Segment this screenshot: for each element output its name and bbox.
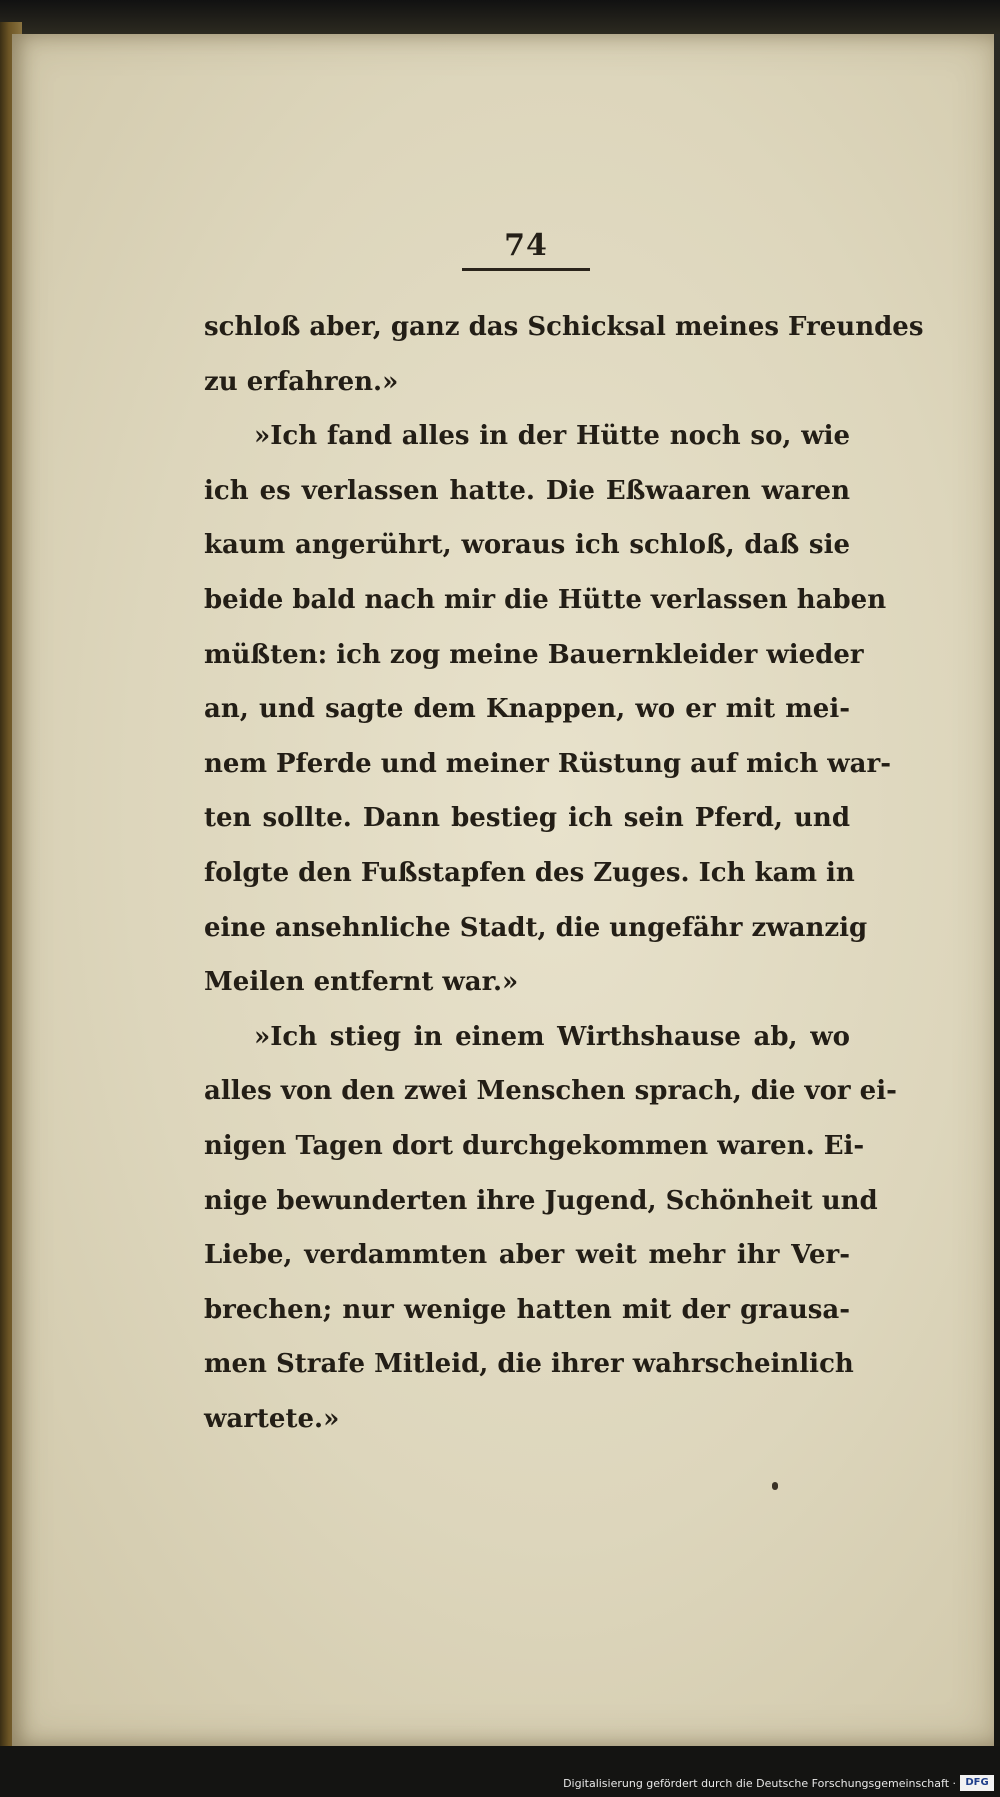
text-line-21: wartete.»: [204, 1403, 340, 1434]
text-line-18: Liebe, verdammten aber weit mehr ihr Ver-: [204, 1240, 850, 1271]
text-line-8: an, und sagte dem Knappen, wo er mit mei-: [204, 694, 850, 725]
page-number-rule: [462, 268, 590, 271]
text-line-11: folgte den Fußstapfen des Zuges. Ich kam in: [204, 857, 855, 888]
text-line-12: eine ansehnliche Stadt, die ungefähr zwanzig: [204, 912, 868, 943]
text-line-20: men Strafe Mitleid, die ihrer wahrscheinlich: [204, 1349, 854, 1380]
digitization-credit: Digitalisierung gefördert durch die Deutsche Forschungsgemeinschaft ·: [563, 1777, 956, 1790]
text-line-6: beide bald nach mir die Hütte verlassen haben: [204, 584, 887, 615]
text-line-14: »Ich stieg in einem Wirthshause ab, wo: [254, 1021, 850, 1052]
ink-speck: [772, 1482, 778, 1490]
text-line-4: ich es verlassen hatte. Die Eßwaaren waren: [204, 475, 850, 506]
body-text: [204, 300, 924, 1446]
text-line-15: alles von den zwei Menschen sprach, die vor ei-: [204, 1076, 897, 1107]
text-line-16: nigen Tagen dort durchgekommen waren. Ei-: [204, 1130, 865, 1161]
text-line-9: nem Pferde und meiner Rüstung auf mich war-: [204, 748, 891, 779]
text-line-1: schloß aber, ganz das Schicksal meines Freundes: [204, 312, 924, 342]
scanner-top-border: [0, 0, 1000, 34]
text-line-10: ten sollte. Dann bestieg ich sein Pferd, und: [204, 803, 850, 834]
text-line-2: zu erfahren.»: [204, 366, 399, 397]
page-number: 74: [504, 228, 548, 263]
text-line-13: Meilen entfernt war.»: [204, 967, 519, 998]
text-line-7: müßten: ich zog meine Bauernkleider wieder: [204, 639, 864, 670]
text-line-3: »Ich fand alles in der Hütte noch so, wie: [254, 421, 850, 452]
dfg-logo: DFG: [960, 1775, 994, 1791]
text-line-19: brechen; nur wenige hatten mit der grausa-: [204, 1294, 850, 1325]
text-line-5: kaum angerührt, woraus ich schloß, daß sie: [204, 530, 850, 561]
text-line-17: nige bewunderten ihre Jugend, Schönheit und: [204, 1185, 878, 1216]
